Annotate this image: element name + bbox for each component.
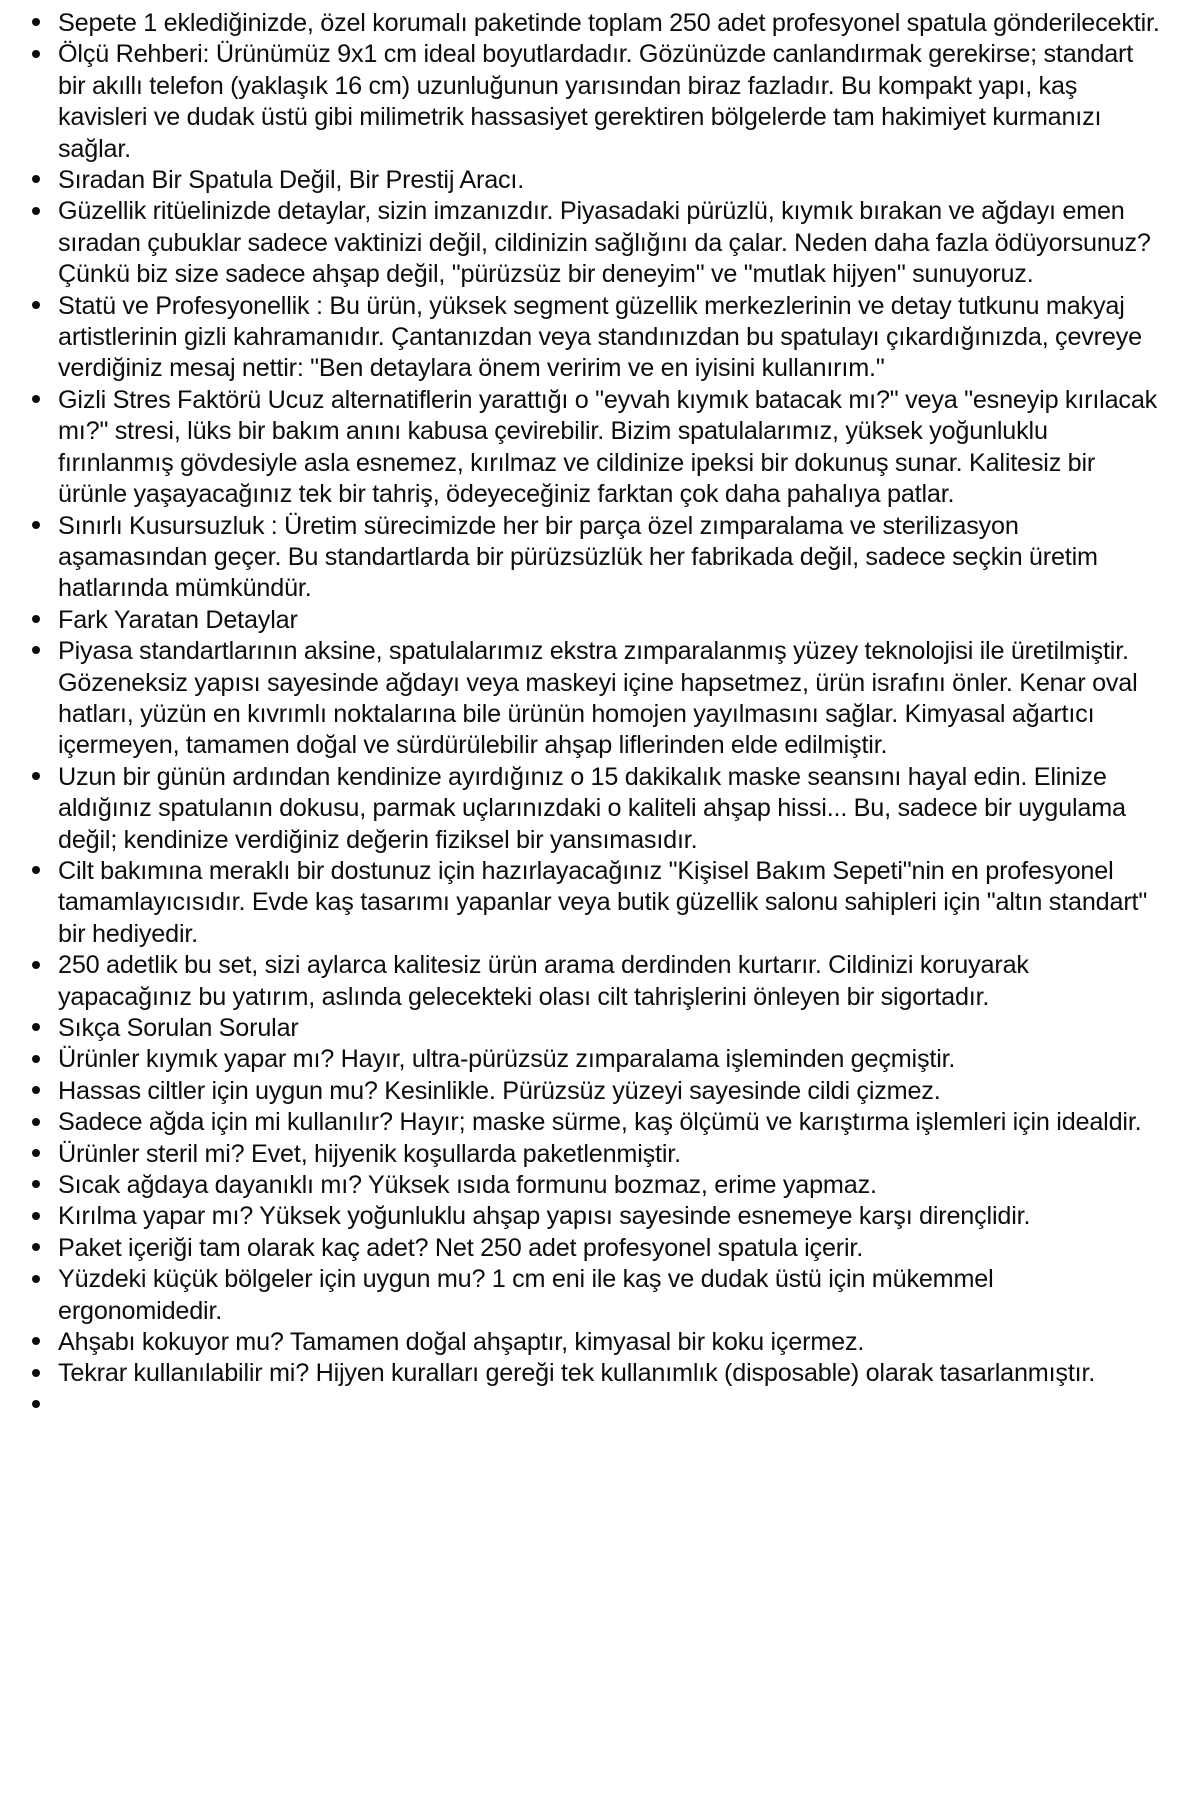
bullet-point-icon <box>32 1044 52 1075</box>
list-item-text: Ürünler kıymık yapar mı? Hayır, ultra-pürüzsüz zımparalama işleminden geçmiştir. <box>58 1045 956 1074</box>
list-item <box>18 1327 1164 1358</box>
list-item-text: Sadece ağda için mi kullanılır? Hayır; maske sürme, kaş ölçümü ve karıştırma işlemleri için idealdir. <box>58 1108 1142 1137</box>
list-item <box>18 636 1164 762</box>
list-item <box>18 1358 1164 1389</box>
bullet-point-icon <box>32 1107 52 1138</box>
list-item-text: Paket içeriği tam olarak kaç adet? Net 250 adet profesyonel spatula içerir. <box>58 1233 864 1262</box>
list-item <box>18 950 1164 1013</box>
list-item-text: 250 adetlik bu set, sizi aylarca kalitesiz ürün arama derdinden kurtarır. Cildinizi koruyarak yapacağınız bu yatırım, aslında gelecekteki olası cilt tahrişlerini önleyen bir sigortadır. <box>58 951 1029 1011</box>
list-item-text: Piyasa standartlarının aksine, spatulalarımız ekstra zımparalanmış yüzey teknolojisi ile üretilmiştir. Gözeneksiz yapısı sayesinde ağdayı veya maskeyi içine hapsetmez, ürün israfını önler. Kenar oval hatları, yüzün en kıvrımlı noktalarına bile ürünün homojen yayılmasını sağlar. Kimyasal ağartıcı içermeyen, tamamen doğal ve sürdürülebilir ahşap liflerinden elde edilmiştir. <box>58 637 1138 760</box>
list-item <box>18 1044 1164 1075</box>
bullet-point-icon <box>32 950 52 981</box>
list-item-text: Hassas ciltler için uygun mu? Kesinlikle. Pürüzsüz yüzeyi sayesinde cildi çizmez. <box>58 1076 941 1105</box>
bullet-point-icon <box>32 605 52 636</box>
list-item <box>18 605 1164 636</box>
list-item-text: Sınırlı Kusursuzluk : Üretim sürecimizde her bir parça özel zımparalama ve sterilizasyon aşamasından geçer. Bu standartlarda bir pürüzsüzlük her fabrikada değil, sadece seçkin üretim hatlarında mümkündür. <box>58 511 1098 603</box>
bullet-point-icon <box>32 636 52 667</box>
bullet-point-icon <box>32 856 52 887</box>
list-item-text: Tekrar kullanılabilir mi? Hijyen kuralları gereği tek kullanımlık (disposable) olarak tasarlanmıştır. <box>58 1359 1096 1388</box>
bullet-point-icon <box>32 385 52 416</box>
bullet-point-icon <box>32 1201 52 1232</box>
list-item <box>18 1107 1164 1138</box>
list-item <box>18 1139 1164 1170</box>
list-item <box>18 1201 1164 1232</box>
list-item-text: Sıradan Bir Spatula Değil, Bir Prestij Aracı. <box>58 166 525 195</box>
list-item <box>18 1390 1164 1421</box>
list-item-text: Sepete 1 eklediğinizde, özel korumalı paketinde toplam 250 adet profesyonel spatula gönderilecektir. <box>58 9 1160 37</box>
list-item <box>18 1076 1164 1107</box>
list-item-text: Gizli Stres Faktörü Ucuz alternatiflerin yarattığı o "eyvah kıymık batacak mı?" veya "esneyip kırılacak mı?" stresi, lüks bir bakım anını kabusa çevirebilir. Bizim spatulalarımız, yüksek yoğunluklu fırınlanmış gövdesiyle asla esnemez, kırılmaz ve cildinize ipeksi bir dokunuş sunar. Kalitesiz bir ürünle yaşayacağınız tek bir tahriş, ödeyeceğiniz farktan çok daha pahalıya patlar. <box>58 385 1158 509</box>
list-item <box>18 165 1164 196</box>
bullet-point-icon <box>32 1358 52 1389</box>
list-item <box>18 291 1164 385</box>
bullet-point-icon <box>32 1264 52 1295</box>
list-item <box>18 196 1164 290</box>
bullet-point-icon <box>32 1076 52 1107</box>
list-item <box>18 39 1164 165</box>
list-item-text: Ürünler steril mi? Evet, hijyenik koşullarda paketlenmiştir. <box>58 1139 681 1168</box>
list-item <box>18 1170 1164 1201</box>
list-item-text: Ölçü Rehberi: Ürünümüz 9x1 cm ideal boyutlardadır. Gözünüzde canlandırmak gerekirse; standart bir akıllı telefon (yaklaşık 16 cm) uzunluğunun yarısından biraz fazladır. Bu kompakt yapı, kaş kavisleri ve dudak üstü gibi milimetrik hassasiyet gerektiren bölgelerde tam hakimiyet kurmanızı sağlar. <box>58 40 1134 163</box>
list-item-text: Kırılma yapar mı? Yüksek yoğunluklu ahşap yapısı sayesinde esnemeye karşı dirençlidir. <box>58 1202 1031 1231</box>
list-item <box>18 762 1164 856</box>
bullet-point-icon <box>32 165 52 196</box>
bullet-point-icon <box>32 1170 52 1201</box>
bullet-point-icon <box>32 1233 52 1264</box>
list-item-text: Cilt bakımına meraklı bir dostunuz için hazırlayacağınız "Kişisel Bakım Sepeti"nin en profesyonel tamamlayıcısıdır. Evde kaş tasarımı yapanlar veya butik güzellik salonu sahipleri için "altın standart" bir hediyedir. <box>58 856 1148 948</box>
list-item-text: Ahşabı kokuyor mu? Tamamen doğal ahşaptır, kimyasal bir koku içermez. <box>58 1328 865 1357</box>
list-item-text: Yüzdeki küçük bölgeler için uygun mu? 1 cm eni ile kaş ve dudak üstü için mükemmel ergonomidedir. <box>58 1265 994 1325</box>
list-item-text: Statü ve Profesyonellik : Bu ürün, yüksek segment güzellik merkezlerinin ve detay tutkunu makyaj artistlerinin gizli kahramanıdır. Çantanızdan veya standınızdan bu spatulayı çıkardığınızda, çevreye verdiğiniz mesaj nettir: "Ben detaylara önem veririm ve en iyisini kullanırım." <box>58 291 1142 383</box>
list-item-text: Uzun bir günün ardından kendinize ayırdığınız o 15 dakikalık maske seansını hayal edin. Elinize aldığınız spatulanın dokusu, parmak uçlarınızdaki o kaliteli ahşap hissi... Bu, sadece bir uygulama değil; kendinize verdiğiniz değerin fiziksel bir yansımasıdır. <box>58 762 1126 854</box>
list-item-text: Güzellik ritüelinizde detaylar, sizin imzanızdır. Piyasadaki pürüzlü, kıymık bırakan ve ağdayı emen sıradan çubuklar sadece vaktinizi değil, cildinizin sağlığını da çalar. Neden daha fazla ödüyorsunuz? Çünkü biz size sadece ahşap değil, "pürüzsüz bir deneyim" ve "mutlak hijyen" sunuyoruz. <box>58 197 1151 289</box>
list-item <box>18 385 1164 511</box>
bullet-point-icon <box>32 39 52 70</box>
bullet-point-icon <box>32 1390 52 1421</box>
bullet-point-icon <box>32 1139 52 1170</box>
list-item-text: Sıkça Sorulan Sorular <box>58 1014 299 1042</box>
bullet-point-icon <box>32 291 52 322</box>
bullet-point-icon <box>32 1327 52 1358</box>
product-description-bullet-list <box>0 8 1200 1421</box>
bullet-point-icon <box>32 1013 52 1044</box>
list-item <box>18 511 1164 605</box>
list-item-text: Fark Yaratan Detaylar <box>58 605 298 634</box>
list-item <box>18 1264 1164 1327</box>
bullet-point-icon <box>32 8 52 39</box>
bullet-point-icon <box>32 196 52 227</box>
list-item <box>18 8 1164 39</box>
bullet-point-icon <box>32 762 52 793</box>
list-item <box>18 856 1164 950</box>
bullet-point-icon <box>32 511 52 542</box>
list-item <box>18 1013 1164 1044</box>
list-item-text <box>58 1390 1164 1421</box>
list-item <box>18 1233 1164 1264</box>
list-item-text: Sıcak ağdaya dayanıklı mı? Yüksek ısıda formunu bozmaz, erime yapmaz. <box>58 1171 877 1200</box>
